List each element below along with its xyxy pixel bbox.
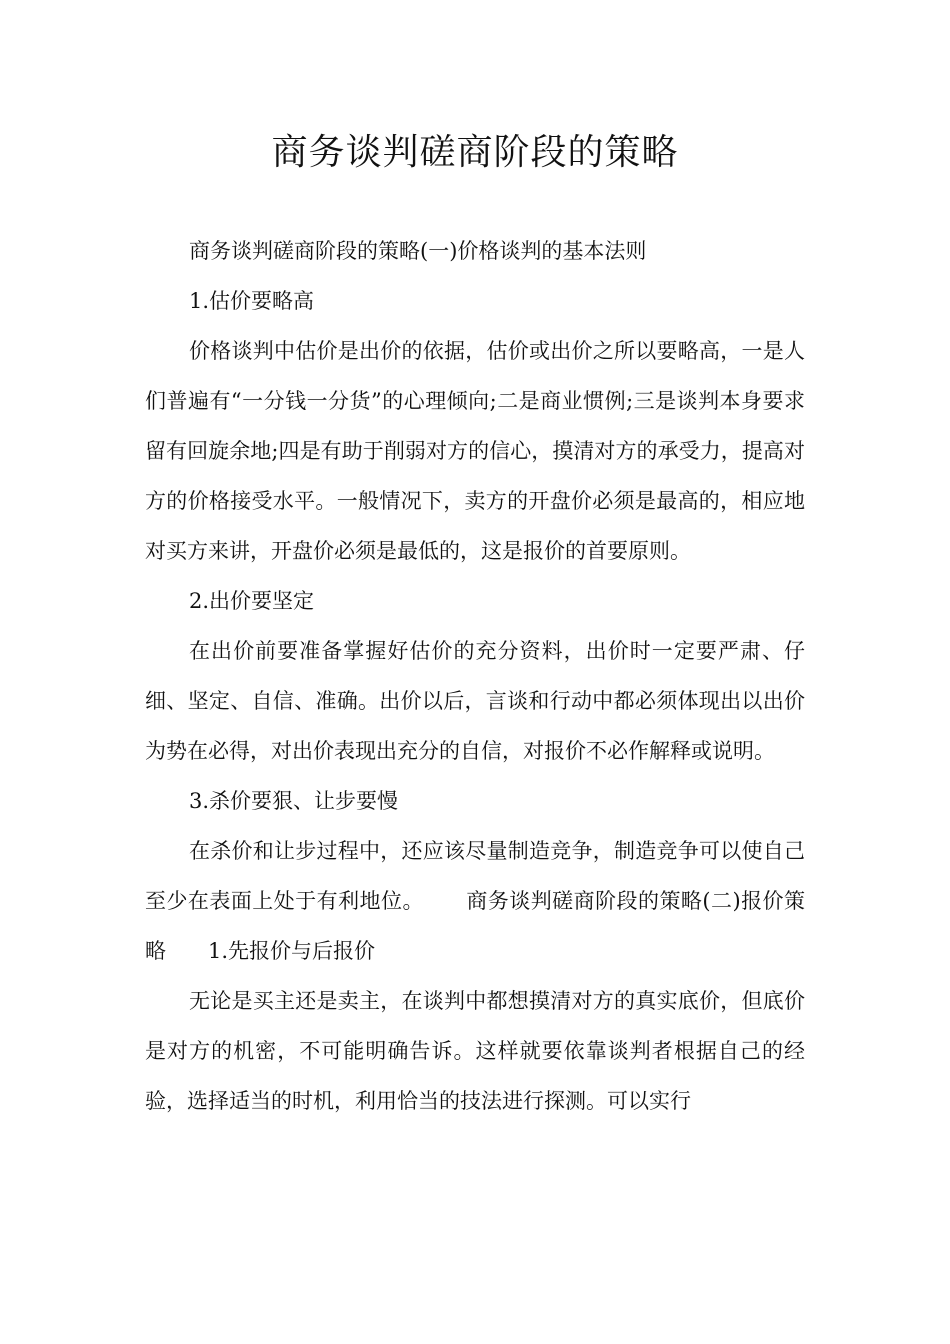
subheading-bargain: 3.杀价要狠、让步要慢	[189, 789, 399, 813]
section-heading-2: 商务谈判磋商阶段的策略(二)报价策略	[145, 889, 806, 963]
document-title: 商务谈判磋商阶段的策略	[271, 132, 679, 173]
paragraph-bargain	[145, 826, 805, 976]
paragraph-estimate: 价格谈判中估价是出价的依据，估价或出价之所以要略高，一是人们普遍有“一分钱一分货”的心理倾向;二是商业惯例;三是谈判本身要求留有回旋余地;四是有助于削弱对方的信心，摸清对方的承受力，提高对方的价格接受水平。一般情况下，卖方的开盘价必须是最高的，相应地对买方来讲，开盘价必须是最低的，这是报价的首要原则。	[145, 339, 805, 563]
subheading-estimate-high: 1.估价要略高	[189, 289, 315, 313]
paragraph-offer: 在出价前要准备掌握好估价的充分资料，出价时一定要严肃、仔细、坚定、自信、准确。出价以后，言谈和行动中都必须体现出以出价为势在必得，对出价表现出充分的自信，对报价不必作解释或说明。	[145, 639, 805, 763]
section-heading-1: 商务谈判磋商阶段的策略(一)价格谈判的基本法则	[189, 239, 647, 263]
document-body	[145, 226, 805, 1126]
subheading-offer-firm: 2.出价要坚定	[189, 589, 315, 613]
subheading-first-offer: 1.先报价与后报价	[208, 939, 376, 963]
paragraph-first-offer: 无论是买主还是卖主，在谈判中都想摸清对方的真实底价，但底价是对方的机密，不可能明确告诉。这样就要依靠谈判者根据自己的经验，选择适当的时机，利用恰当的技法进行探测。可以实行	[145, 989, 805, 1113]
paragraph-bargain-text: 在杀价和让步过程中，还应该尽量制造竞争，制造竞争可以使自己至少在表面上处于有利地位。	[145, 839, 805, 913]
